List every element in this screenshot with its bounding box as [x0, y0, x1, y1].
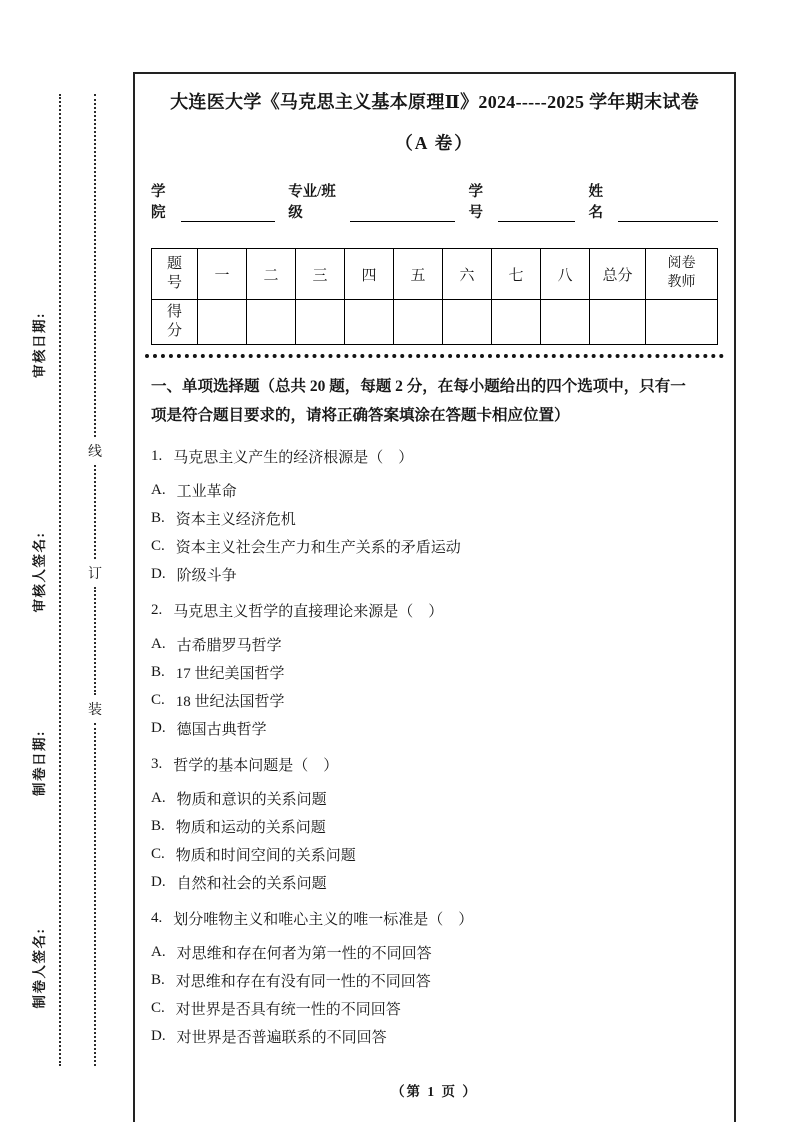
option-text: 物质和时间空间的关系问题 — [175, 847, 356, 864]
question-1 — [151, 442, 718, 588]
option-key: A. — [151, 635, 166, 652]
option-key: D. — [151, 565, 166, 582]
option-key: D. — [151, 719, 166, 736]
page-number: （第 1 页 ） — [391, 1084, 478, 1099]
option-text: 古希腊罗马哲学 — [176, 637, 282, 654]
option-row — [151, 658, 718, 686]
college-blank-line — [181, 204, 275, 222]
binding-dots-segment — [94, 94, 96, 437]
question-4 — [151, 904, 718, 1050]
question-3 — [151, 750, 718, 896]
score-cell — [492, 300, 541, 345]
option-key: B. — [151, 971, 165, 988]
score-col-header — [394, 249, 443, 300]
binding-dotted-line-outer — [59, 94, 61, 1066]
score-col-header — [296, 249, 345, 300]
option-row — [151, 504, 718, 532]
paper-making-date-label: 制卷日期: — [32, 730, 47, 796]
score-cell — [443, 300, 492, 345]
exam-content-frame — [133, 72, 736, 1122]
question-number-corner-cell — [152, 249, 198, 300]
question-number: 2. — [151, 601, 163, 618]
binding-dots-segment — [94, 587, 96, 695]
binding-seam-line — [86, 94, 104, 1066]
score-cell — [198, 300, 247, 345]
reviewer-signature-label: 审核人签名: — [32, 531, 47, 613]
score-row-corner-cell — [152, 300, 198, 345]
option-row — [151, 1022, 718, 1050]
score-table-score-row — [152, 300, 718, 345]
option-text: 资本主义经济危机 — [175, 511, 296, 528]
option-key: D. — [151, 1027, 166, 1044]
option-text: 对思维和存在有没有同一性的不同回答 — [175, 973, 431, 990]
option-key: D. — [151, 873, 166, 890]
total-score-header — [590, 249, 646, 300]
option-row — [151, 938, 718, 966]
question-2 — [151, 596, 718, 742]
option-text: 物质和运动的关系问题 — [175, 819, 326, 836]
option-key: C. — [151, 537, 165, 554]
score-col-header — [247, 249, 296, 300]
question-number-corner-label: 题号 — [166, 255, 182, 291]
option-key: C. — [151, 691, 165, 708]
binding-char-ding: 订 — [88, 566, 102, 582]
option-text: 对世界是否普遍联系的不同回答 — [176, 1029, 387, 1046]
option-text: 18 世纪法国哲学 — [175, 693, 285, 710]
option-text: 17 世纪美国哲学 — [175, 665, 285, 682]
question-list — [151, 442, 718, 1050]
major-class-blank-line — [350, 204, 455, 222]
option-row — [151, 966, 718, 994]
option-text: 对思维和存在何者为第一性的不同回答 — [176, 945, 432, 962]
question-stem-row — [151, 904, 718, 932]
option-text: 资本主义社会生产力和生产关系的矛盾运动 — [175, 539, 461, 556]
section-heading: 一、单项选择题（总共 20 题，每题 2 分，在每小题给出的四个选项中，只有一项是符合题目要求的，请将正确答案填涂在答题卡相应位置） — [151, 378, 686, 424]
score-table — [151, 248, 718, 345]
option-row — [151, 868, 718, 896]
option-row — [151, 784, 718, 812]
exam-title: 大连医大学《马克思主义基本原理Ⅱ》2024-----2025 学年期末试卷 — [170, 92, 699, 112]
option-row — [151, 532, 718, 560]
question-stem-row — [151, 442, 718, 470]
score-col-header — [492, 249, 541, 300]
student-id-label: 学号 — [468, 184, 484, 221]
name-label: 姓名 — [588, 184, 603, 221]
score-col-label: 七 — [508, 267, 524, 284]
binding-char-xian: 线 — [88, 445, 102, 461]
grader-label: 阅卷教师 — [667, 256, 696, 290]
score-cell — [345, 300, 394, 345]
option-key: B. — [151, 817, 165, 834]
question-number: 3. — [151, 755, 163, 772]
score-table-header-row — [152, 249, 718, 300]
major-class-label: 专业/班级 — [288, 184, 336, 221]
option-row — [151, 714, 718, 742]
option-text: 工业革命 — [176, 483, 237, 500]
option-row — [151, 686, 718, 714]
score-col-label: 五 — [410, 267, 426, 284]
option-key: C. — [151, 999, 165, 1016]
grader-header — [646, 249, 718, 300]
option-row — [151, 840, 718, 868]
score-col-header — [345, 249, 394, 300]
dotted-separator — [145, 354, 724, 358]
question-number: 1. — [151, 447, 163, 464]
option-text: 自然和社会的关系问题 — [176, 875, 327, 892]
review-date-label: 审核日期: — [32, 312, 47, 378]
score-cell — [394, 300, 443, 345]
option-row — [151, 476, 718, 504]
option-key: A. — [151, 943, 166, 960]
option-row — [151, 630, 718, 658]
score-col-header — [541, 249, 590, 300]
question-stem-row — [151, 750, 718, 778]
score-row-label: 得分 — [166, 303, 182, 339]
grader-cell — [646, 300, 718, 345]
score-col-header — [443, 249, 492, 300]
option-key: A. — [151, 789, 166, 806]
score-col-label: 一 — [214, 267, 230, 284]
question-number: 4. — [151, 909, 163, 926]
question-stem: 马克思主义哲学的直接理论来源是（ ） — [173, 603, 444, 620]
option-row — [151, 994, 718, 1022]
student-info-row — [151, 180, 718, 222]
option-key: B. — [151, 663, 165, 680]
score-col-label: 六 — [459, 267, 475, 284]
option-text: 对世界是否具有统一性的不同回答 — [175, 1001, 401, 1018]
score-cell — [541, 300, 590, 345]
total-score-cell — [590, 300, 646, 345]
binding-dots-segment — [94, 723, 96, 1066]
score-col-label: 八 — [557, 267, 573, 284]
question-stem: 哲学的基本问题是（ ） — [173, 757, 339, 774]
student-id-blank-line — [498, 204, 575, 222]
question-stem: 划分唯物主义和唯心主义的唯一标准是（ ） — [173, 911, 474, 928]
name-blank-line — [618, 204, 718, 222]
option-text: 物质和意识的关系问题 — [176, 791, 327, 808]
college-label: 学院 — [151, 184, 166, 221]
question-stem-row — [151, 596, 718, 624]
score-col-header — [198, 249, 247, 300]
option-row — [151, 812, 718, 840]
score-col-label: 四 — [361, 267, 377, 284]
paper-version-label: （A 卷） — [395, 133, 474, 153]
question-stem: 马克思主义产生的经济根源是（ ） — [173, 449, 414, 466]
option-text: 阶级斗争 — [176, 567, 237, 584]
option-key: C. — [151, 845, 165, 862]
option-text: 德国古典哲学 — [176, 721, 267, 738]
option-key: A. — [151, 481, 166, 498]
score-col-label: 三 — [312, 267, 328, 284]
total-score-label: 总分 — [602, 267, 633, 284]
option-row — [151, 560, 718, 588]
score-col-label: 二 — [263, 267, 279, 284]
option-key: B. — [151, 509, 165, 526]
binding-dots-segment — [94, 465, 96, 558]
score-cell — [296, 300, 345, 345]
score-cell — [247, 300, 296, 345]
binding-char-zhuang: 装 — [88, 702, 102, 718]
paper-maker-signature-label: 制卷人签名: — [32, 927, 47, 1009]
